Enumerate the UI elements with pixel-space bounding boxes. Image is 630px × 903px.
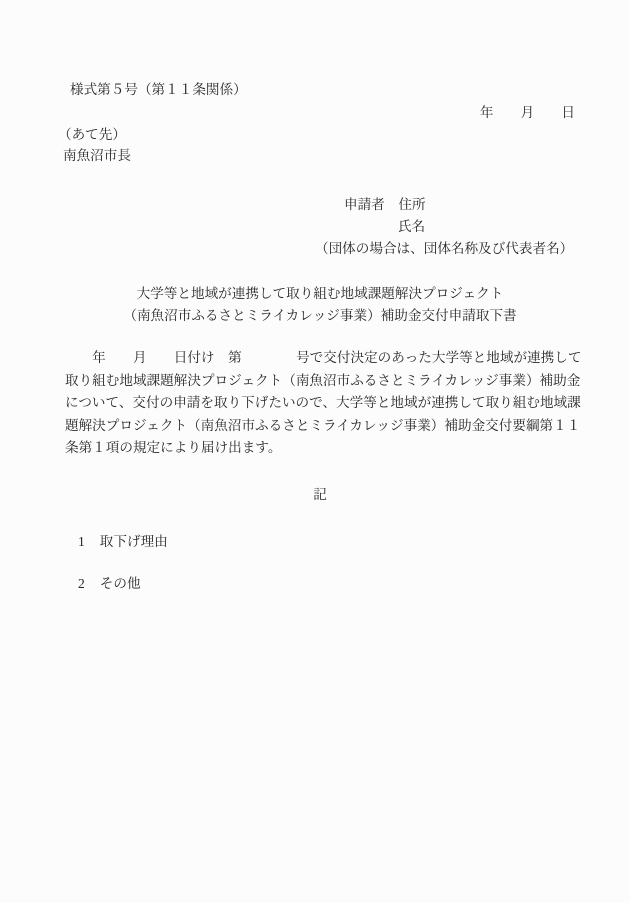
body-line-4: 題解決プロジェクト（南魚沼市ふるさとミライカレッジ事業）補助金交付要綱第１１: [65, 417, 581, 433]
applicant-org-note: （団体の場合は、団体名称及び代表者名）: [315, 241, 574, 256]
item-2-label: その他: [99, 576, 141, 591]
form-number: 様式第５号（第１１条関係）: [70, 82, 247, 97]
item-2-number: 2: [78, 576, 85, 591]
record-heading: 記: [313, 487, 327, 502]
document-title-line2: （南魚沼市ふるさとミライカレッジ事業）補助金交付申請取下書: [123, 308, 517, 323]
date-blank-line: 年 月 日: [479, 105, 575, 120]
body-line-5: 条第１項の規定により届け出ます。: [65, 440, 282, 455]
applicant-address-line: 申請者 住所: [344, 197, 426, 212]
body-paragraph: [65, 347, 587, 460]
document-title-line1: 大学等と地域が連携して取り組む地域課題解決プロジェクト: [136, 286, 504, 301]
addressee-label: （あて先）: [58, 127, 126, 142]
applicant-name-line: 氏名: [398, 219, 426, 234]
item-1-number: 1: [78, 534, 85, 549]
item-1-label: 取下げ理由: [99, 534, 168, 549]
body-line-1: 年 月 日付け 第 号で交付決定のあった大学等と地域が連携して: [65, 350, 582, 365]
item-1: [78, 535, 168, 549]
body-line-2: 取り組む地域課題解決プロジェクト（南魚沼市ふるさとミライカレッジ事業）補助金: [65, 372, 581, 388]
item-2: [78, 577, 141, 591]
addressee-name: 南魚沼市長: [63, 148, 131, 163]
body-line-3: について、交付の申請を取り下げたいので、大学等と地域が連携して取り組む地域課: [65, 395, 581, 410]
